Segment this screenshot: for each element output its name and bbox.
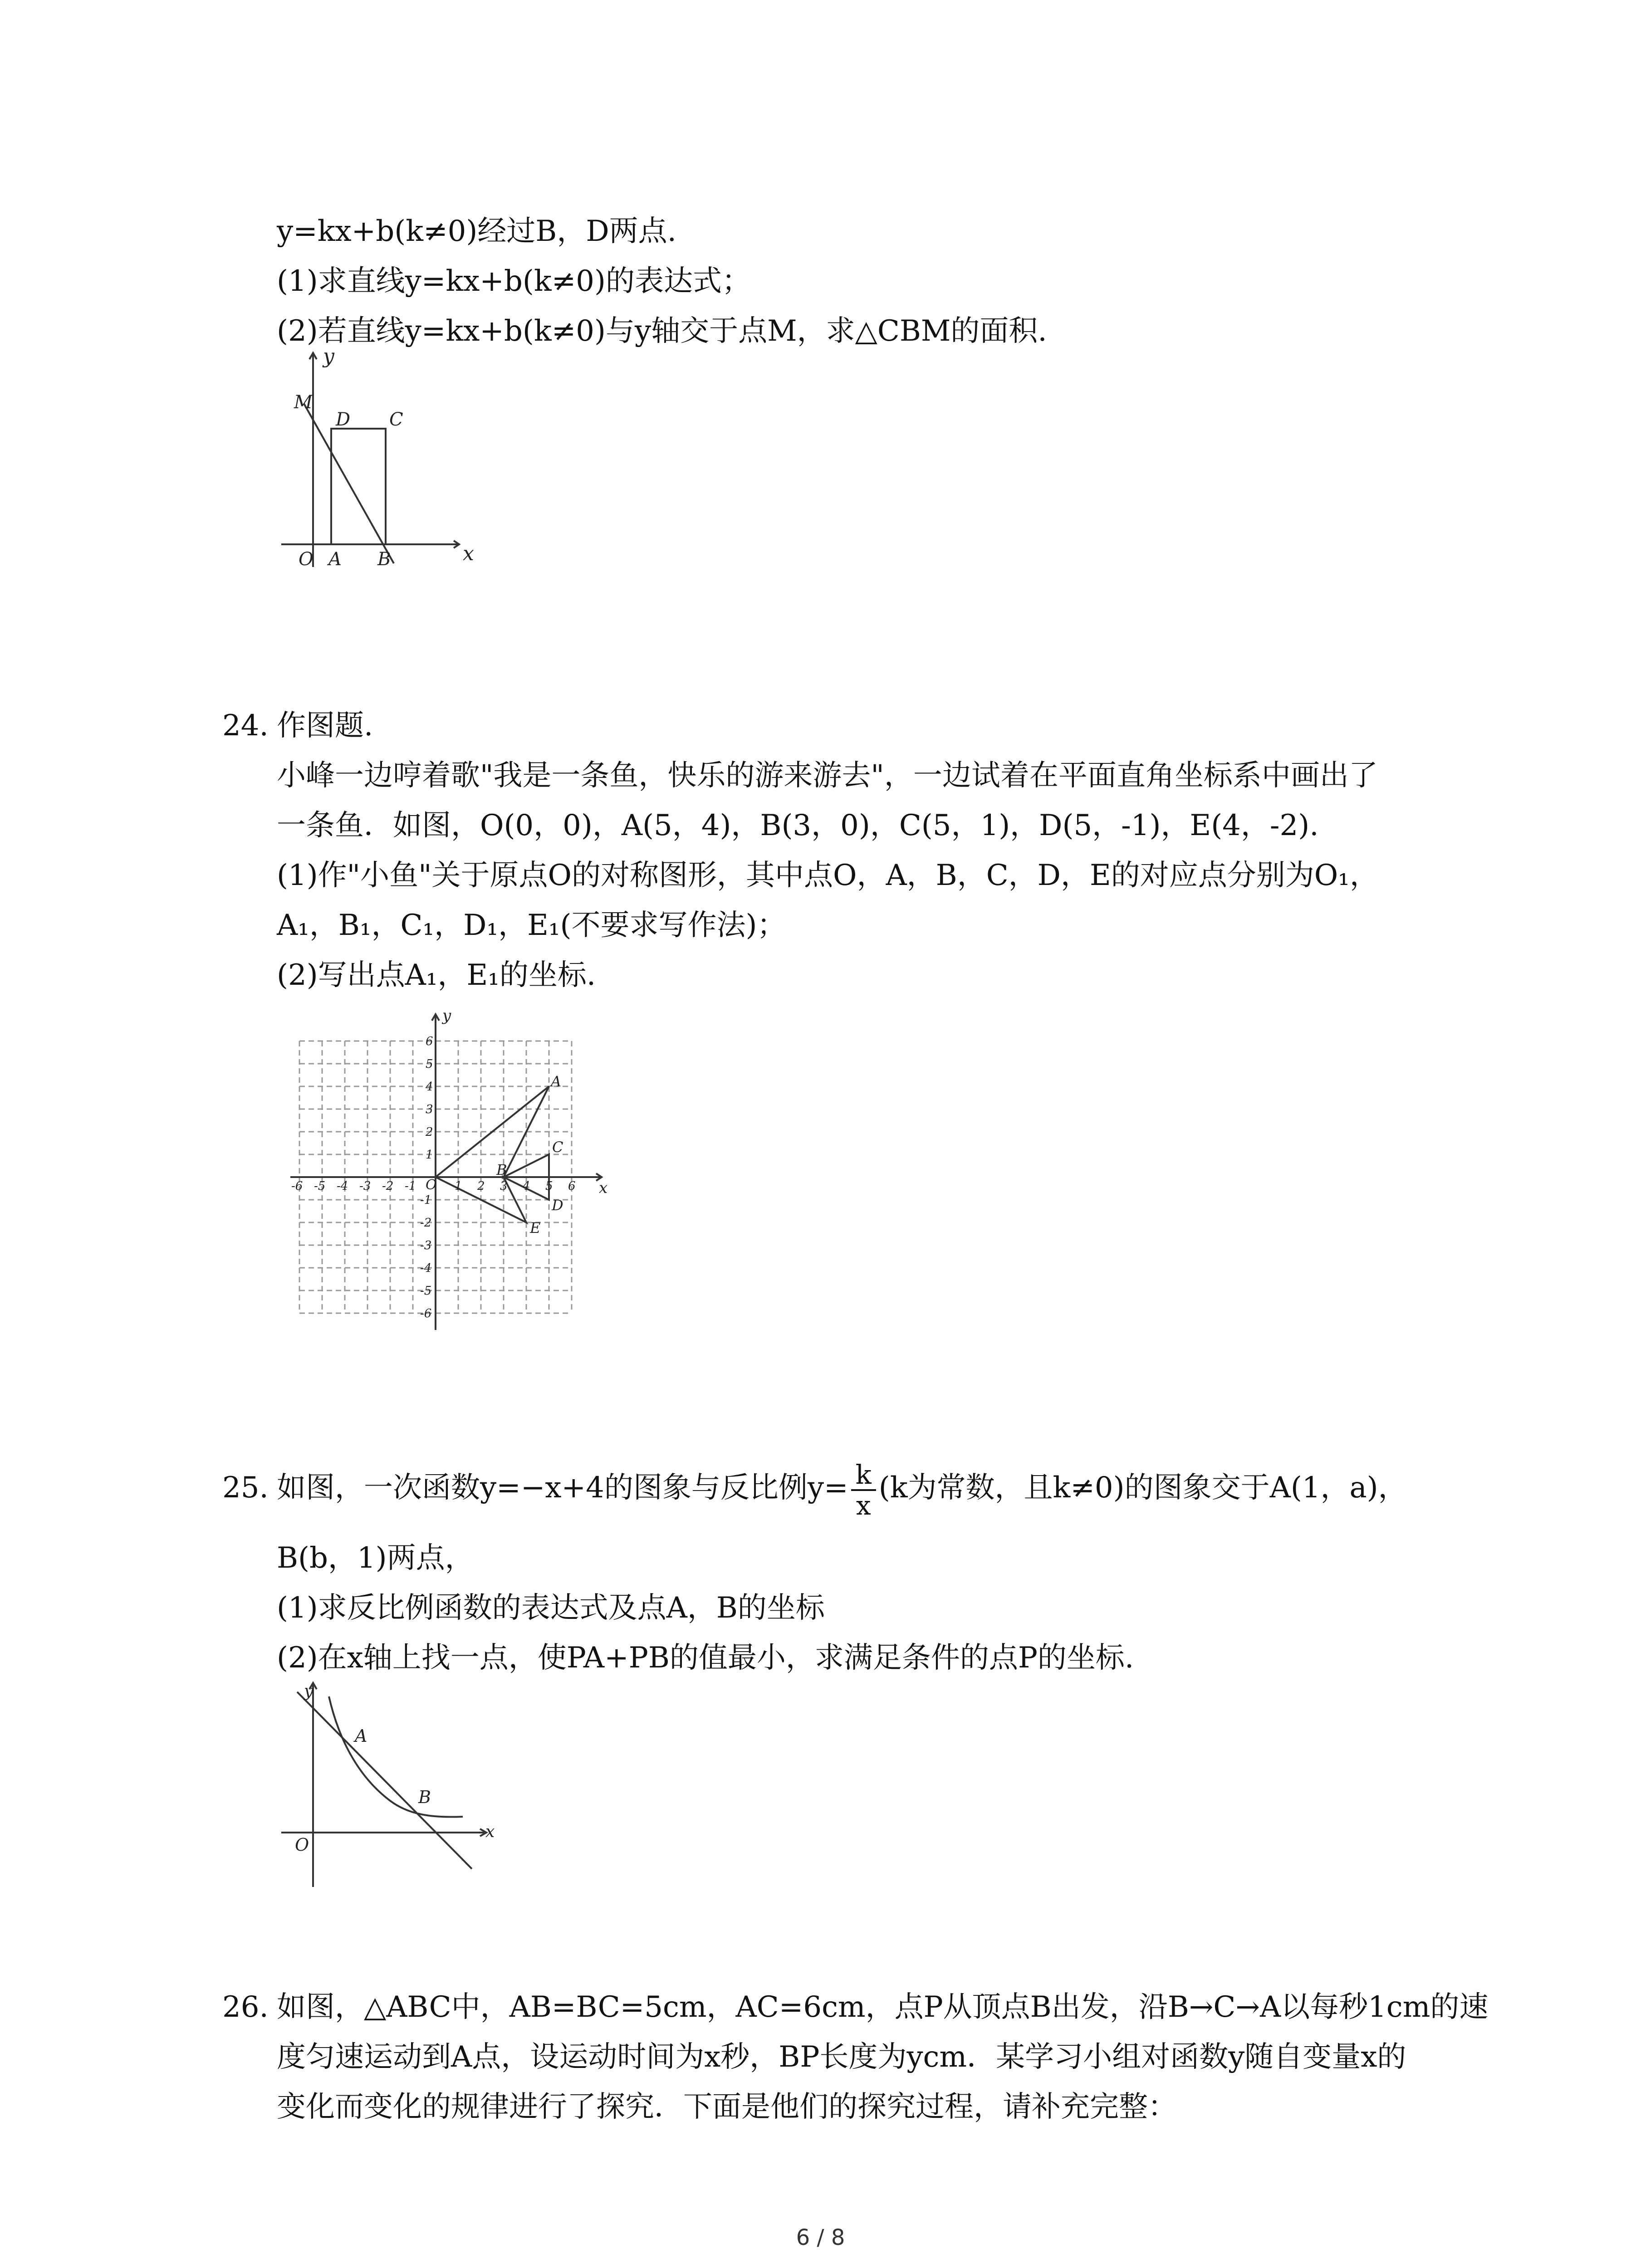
x-tick-label: 4: [523, 1179, 530, 1193]
x-tick-label: -1: [405, 1179, 416, 1193]
y-tick-label: -5: [420, 1284, 432, 1298]
x-tick-label: -2: [382, 1179, 394, 1193]
y-tick-label: 1: [426, 1148, 433, 1162]
x-tick-label: -3: [359, 1179, 371, 1193]
q25-line-1: [277, 1456, 1407, 1520]
q25-line-2: B(b，1)两点，: [277, 1541, 474, 1575]
q24-grid-figure: [281, 1007, 608, 1334]
q23-label-D: D: [336, 409, 351, 430]
q24-line-5: (2)写出点A₁，E₁的坐标.: [277, 958, 596, 992]
q24-label-D: D: [552, 1197, 563, 1214]
x-tick-label: -4: [337, 1179, 348, 1193]
x-tick-label: 6: [568, 1179, 576, 1193]
q24-line-2: 一条鱼．如图，O(0，0)，A(5，4)，B(3，0)，C(5，1)，D(5，-1)，E(4，-2).: [277, 809, 1319, 842]
q25-hyperbola-curve: [329, 1696, 463, 1817]
q26-line-1: 如图，△ABC中，AB=BC=5cm，AC=6cm，点P从顶点B出发，沿B→C→A以每秒1cm的速: [277, 1990, 1489, 2024]
q23-label-O: O: [299, 549, 314, 570]
q25-line-1-b: (k为常数，且k≠0)的图象交于A(1，a)，: [878, 1471, 1407, 1505]
q24-label-E: E: [530, 1219, 541, 1237]
y-tick-label: 6: [426, 1035, 433, 1048]
q25-line-3: (1)求反比例函数的表达式及点A，B的坐标: [277, 1591, 825, 1625]
x-tick-label: 1: [455, 1179, 462, 1193]
x-tick-label: 3: [500, 1179, 508, 1193]
q23-label-M: M: [294, 392, 313, 413]
q25-line-4: (2)在x轴上找一点，使PA+PB的值最小，求满足条件的点P的坐标.: [277, 1641, 1134, 1675]
q25-label-x: x: [485, 1823, 495, 1841]
q23-line-1: (1)求直线y=kx+b(k≠0)的表达式；: [277, 264, 751, 298]
q24-label-A: A: [551, 1073, 562, 1090]
q23-label-y: y: [323, 345, 334, 368]
q24-label-O: O: [426, 1177, 437, 1193]
y-tick-label: -4: [420, 1261, 432, 1275]
q25-linear-line: [297, 1692, 472, 1869]
q23-label-B: B: [377, 549, 391, 570]
y-tick-label: -1: [420, 1193, 432, 1207]
q23-line-2: (2)若直线y=kx+b(k≠0)与y轴交于点M，求△CBM的面积.: [277, 314, 1047, 348]
page-number: 6 / 8: [796, 2225, 845, 2250]
y-tick-label: -3: [420, 1239, 432, 1252]
q23-figure: [272, 345, 481, 572]
q24-label-y: y: [442, 1007, 451, 1025]
y-tick-label: -2: [420, 1216, 432, 1230]
q25-label-B: B: [418, 1787, 431, 1807]
q26-line-2: 度匀速运动到A点，设运动时间为x秒，BP长度为ycm．某学习小组对函数y随自变量x的: [277, 2040, 1406, 2074]
y-tick-label: 4: [426, 1080, 433, 1094]
q25-fraction-denominator: x: [856, 1490, 871, 1521]
y-tick-label: 2: [426, 1125, 433, 1139]
x-tick-label: 2: [477, 1179, 485, 1193]
q24-line-3: (1)作"小鱼"关于原点O的对称图形，其中点O，A，B，C，D，E的对应点分别为O₁，: [277, 859, 1379, 892]
q25-figure: [272, 1678, 508, 1892]
q24-line-4: A₁，B₁，C₁，D₁，E₁(不要求写作法)；: [277, 909, 786, 942]
q23-rectangle-ABCD: [331, 429, 386, 544]
q24-label-B: B: [496, 1161, 507, 1178]
q24-label-x: x: [599, 1179, 608, 1197]
q23-label-A: A: [328, 549, 342, 570]
q25-label-y: y: [304, 1682, 314, 1701]
x-tick-label: 5: [545, 1179, 553, 1193]
x-tick-label: -5: [314, 1179, 326, 1193]
q25-label-A: A: [355, 1726, 367, 1746]
q25-label-O: O: [295, 1835, 309, 1855]
y-tick-label: 3: [426, 1103, 433, 1116]
q24-number: 24.: [222, 709, 269, 743]
q24-label-C: C: [552, 1139, 563, 1156]
q25-line-1-a: 如图，一次函数y=−x+4的图象与反比例y=: [277, 1471, 848, 1505]
q23-label-C: C: [389, 409, 403, 430]
q25-number: 25.: [222, 1471, 269, 1505]
y-tick-label: -6: [420, 1307, 432, 1320]
q24-title: 作图题.: [277, 709, 373, 743]
q26-line-3: 变化而变化的规律进行了探究．下面是他们的探究过程，请补充完整：: [277, 2090, 1177, 2124]
q26-number: 26.: [222, 1990, 269, 2024]
y-tick-label: 5: [426, 1057, 433, 1071]
q25-fraction: [851, 1460, 876, 1520]
x-tick-label: -6: [291, 1179, 303, 1193]
q23-line-0: y=kx+b(k≠0)经过B，D两点.: [277, 215, 676, 248]
q23-label-x: x: [463, 542, 474, 565]
q25-fraction-numerator: k: [851, 1460, 876, 1491]
q24-line-1: 小峰一边哼着歌"我是一条鱼，快乐的游来游去"，一边试着在平面直角坐标系中画出了: [277, 759, 1378, 792]
